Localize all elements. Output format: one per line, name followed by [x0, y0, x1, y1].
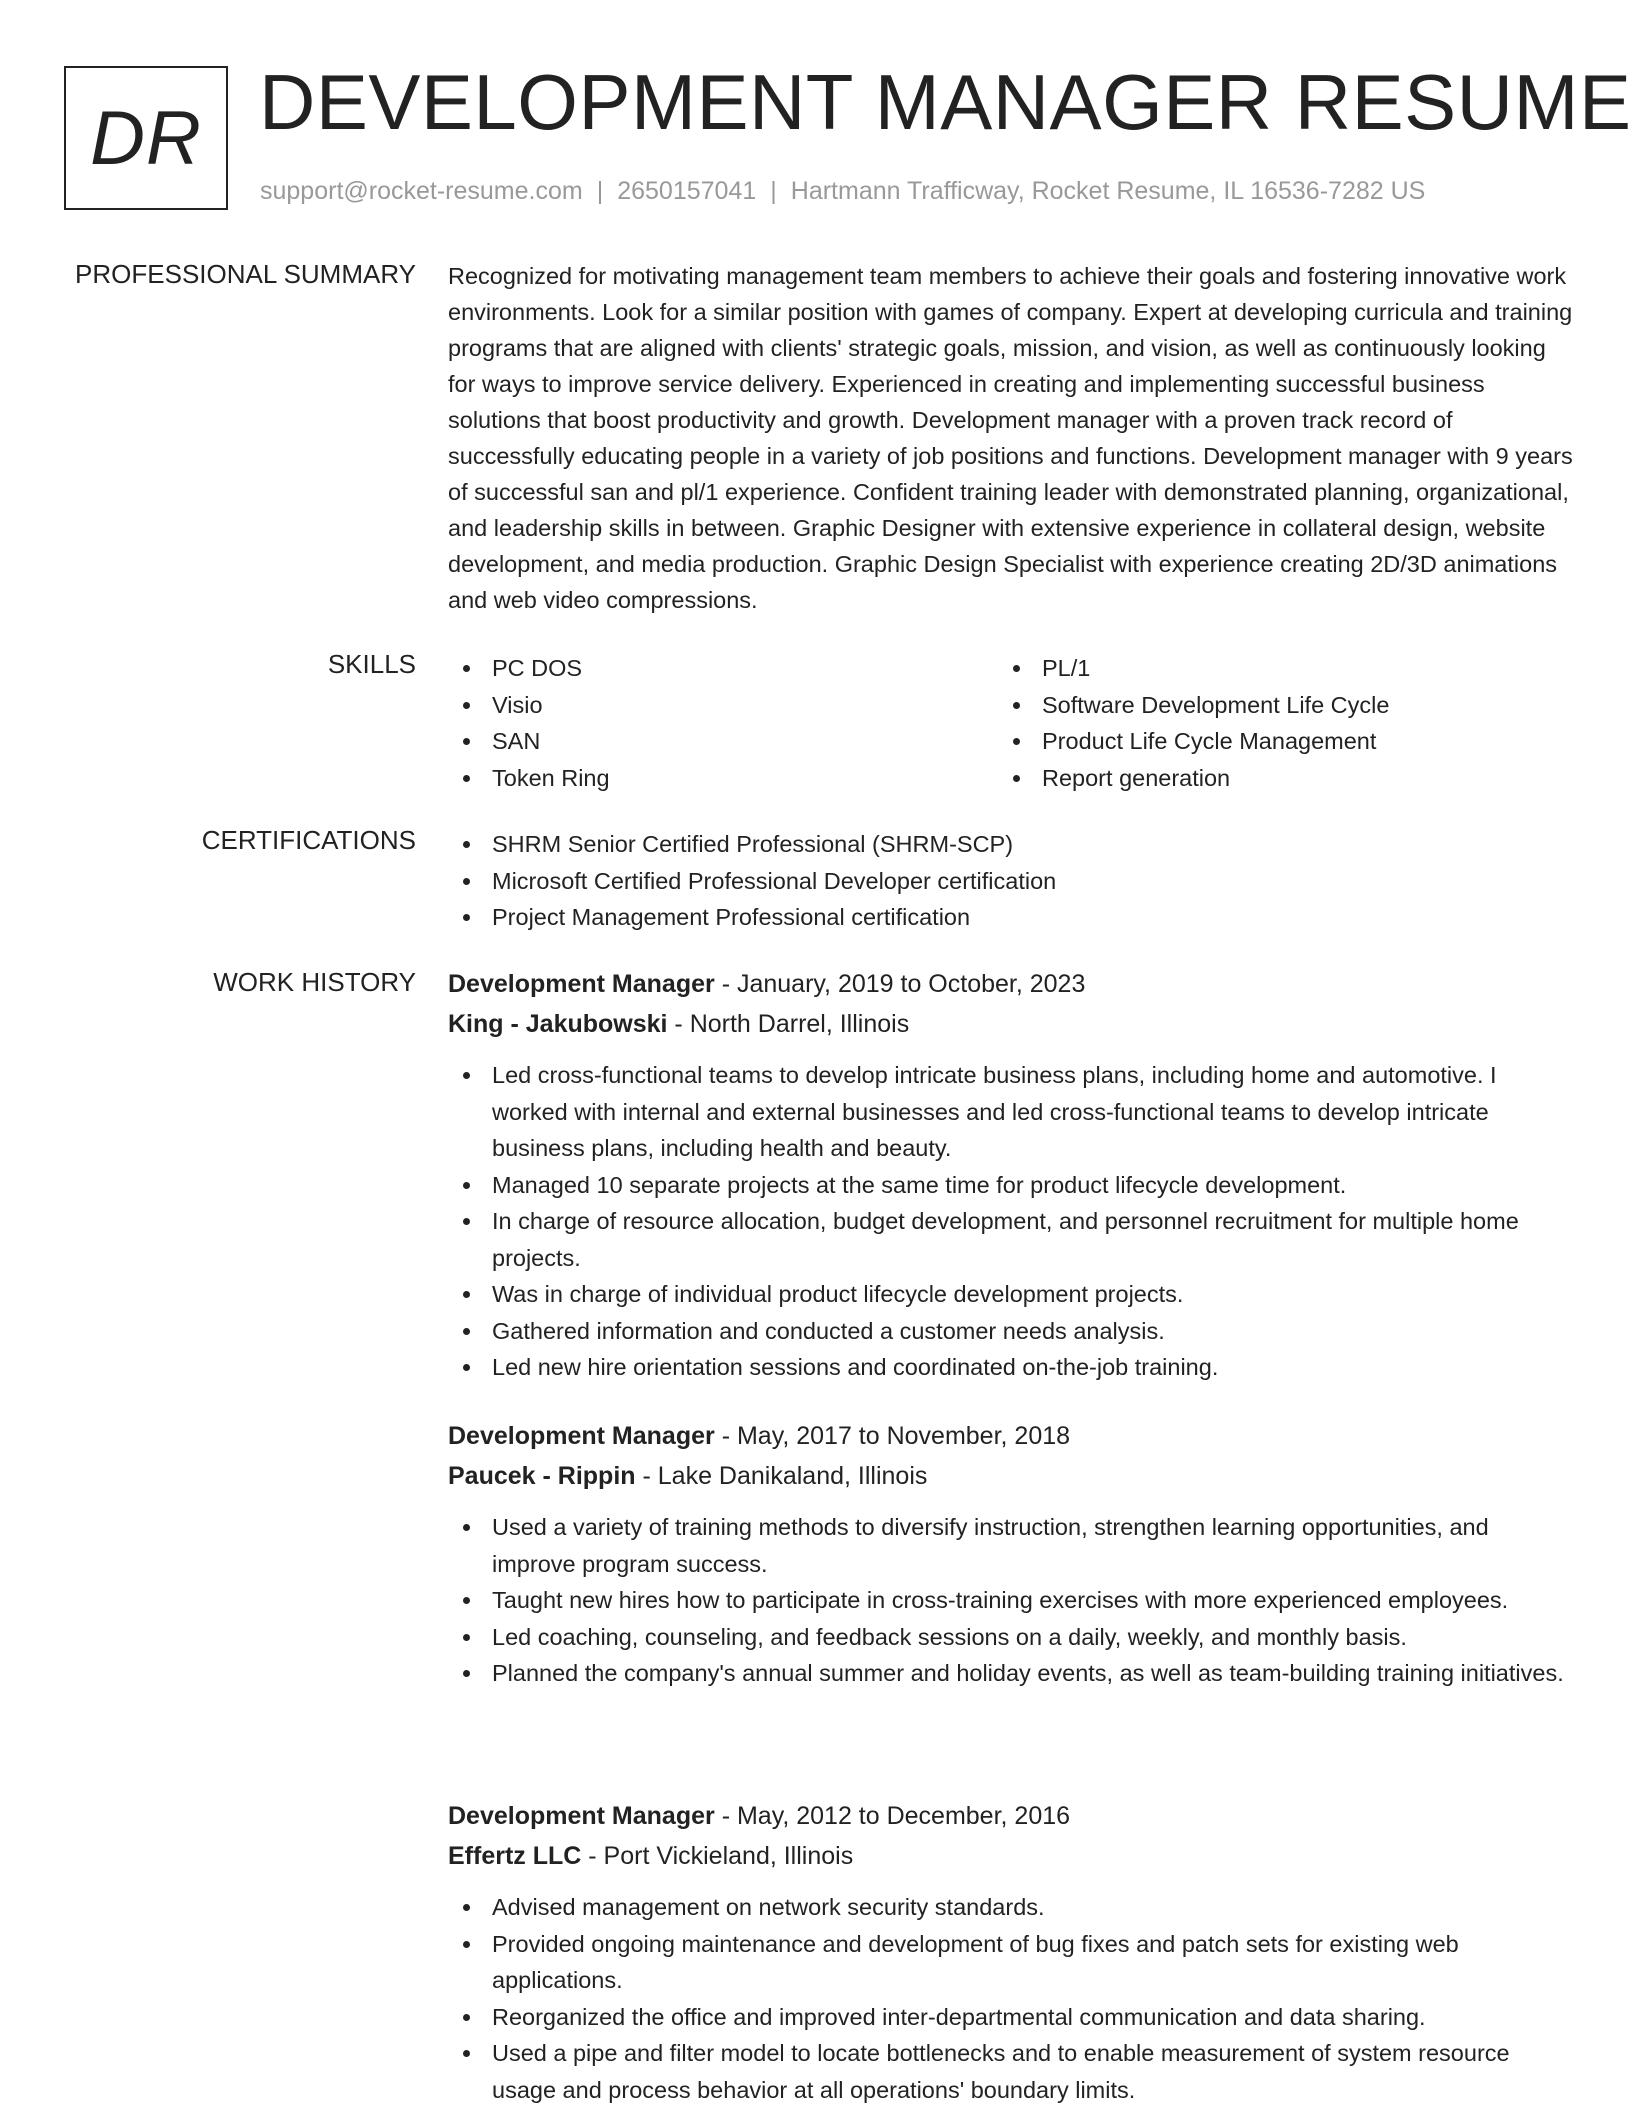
- job-duty: Was in charge of individual product lifecycle development projects.: [448, 1276, 1574, 1313]
- job-entry: [448, 964, 1574, 1386]
- job-title: Development Manager: [448, 970, 715, 998]
- job-company-line: [448, 1456, 1574, 1496]
- skills-column-2: [998, 650, 1548, 796]
- summary-text: Recognized for motivating management team members to achieve their goals and fostering innovative work environments. Look for a similar position with games of company. Expert at developing curricula and training programs that are aligned with clients' strategic goals, mission, and vision, as well as continuously looking for ways to improve service delivery. Experienced in creating and implementing successful business solutions that boost productivity and growth. Development manager with a proven track record of successfully educating people in a variety of job positions and functions. Development manager with 9 years of successful san and pl/1 experience. Confident training leader with demonstrated planning, organizational, and leadership skills in between. Graphic Designer with extensive experience in collateral design, website development, and media production. Graphic Design Specialist with experience creating 2D/3D animations and web video compressions.: [448, 263, 1573, 613]
- job-duty: Used a variety of training methods to diversify instruction, strengthen learning opportunities, and improve program success.: [448, 1509, 1574, 1582]
- contact-separator: |: [770, 177, 777, 205]
- job-title-line: [448, 1796, 1574, 1836]
- job-duty: Managed 10 separate projects at the same time for product lifecycle development.: [448, 1167, 1574, 1204]
- contact-phone: 2650157041: [617, 177, 757, 205]
- skill-item: SAN: [448, 723, 998, 760]
- certification-item: SHRM Senior Certified Professional (SHRM-SCP): [448, 826, 1574, 863]
- summary-heading: PROFESSIONAL SUMMARY: [75, 259, 416, 289]
- job-company-line: [448, 1004, 1574, 1044]
- certification-item: Project Management Professional certification: [448, 899, 1574, 936]
- skill-item: Software Development Life Cycle: [998, 687, 1548, 724]
- job-title: Development Manager: [448, 1802, 715, 1830]
- certifications-list: [448, 826, 1574, 936]
- skill-item: Product Life Cycle Management: [998, 723, 1548, 760]
- job-duty: Taught new hires how to participate in cross-training exercises with more experienced employees.: [448, 1582, 1574, 1619]
- job-dates: - January, 2019 to October, 2023: [714, 970, 1086, 998]
- job-dates: - May, 2017 to November, 2018: [714, 1422, 1071, 1450]
- job-duty: Reorganized the office and improved inter-departmental communication and data sharing.: [448, 1999, 1574, 2036]
- skill-item: PC DOS: [448, 650, 998, 687]
- contact-email: support@rocket-resume.com: [260, 177, 583, 205]
- contact-line: [260, 175, 1425, 208]
- skills-grid: [448, 650, 1574, 796]
- skill-item: Visio: [448, 687, 998, 724]
- skill-item: Report generation: [998, 760, 1548, 797]
- job-duty: Advised management on network security standards.: [448, 1889, 1574, 1926]
- job-location: - North Darrel, Illinois: [667, 1010, 910, 1038]
- skills-heading: SKILLS: [327, 649, 416, 679]
- contact-address: Hartmann Trafficway, Rocket Resume, IL 16536-7282 US: [790, 177, 1426, 205]
- job-duty: Planned the company's annual summer and holiday events, as well as team-building training initiatives.: [448, 1655, 1574, 1692]
- job-title-line: [448, 964, 1574, 1004]
- job-duty: Provided ongoing maintenance and development of bug fixes and patch sets for existing web applications.: [448, 1926, 1574, 1999]
- job-duty: In charge of resource allocation, budget development, and personnel recruitment for multiple home projects.: [448, 1203, 1574, 1276]
- job-duties: [448, 1057, 1574, 1386]
- job-entry: [448, 1416, 1574, 1692]
- monogram-box: [64, 66, 228, 210]
- skill-item: PL/1: [998, 650, 1548, 687]
- job-dates: - May, 2012 to December, 2016: [714, 1802, 1071, 1830]
- job-duties: [448, 1509, 1574, 1692]
- work-history-heading: WORK HISTORY: [213, 967, 416, 997]
- job-company: King - Jakubowski: [448, 1010, 668, 1038]
- contact-separator: |: [596, 177, 604, 205]
- job-duties: [448, 1889, 1574, 2108]
- skill-item: Token Ring: [448, 760, 998, 797]
- job-title-line: [448, 1416, 1574, 1456]
- job-company: Paucek - Rippin: [448, 1462, 636, 1490]
- skills-column-1: [448, 650, 998, 796]
- job-entry: [448, 1796, 1574, 2108]
- certifications-section: [448, 826, 1574, 936]
- resume-title: DEVELOPMENT MANAGER RESUME: [259, 58, 1632, 146]
- certification-item: Microsoft Certified Professional Developer certification: [448, 863, 1574, 900]
- job-duty: Used a pipe and filter model to locate bottlenecks and to enable measurement of system resource usage and process behavior at all operations' boundary limits.: [448, 2035, 1574, 2108]
- certifications-heading: CERTIFICATIONS: [201, 825, 416, 855]
- job-location: - Lake Danikaland, Illinois: [635, 1462, 928, 1490]
- job-duty: Gathered information and conducted a customer needs analysis.: [448, 1313, 1574, 1350]
- job-company: Effertz LLC: [448, 1842, 582, 1870]
- job-duty: Led cross-functional teams to develop intricate business plans, including home and automotive. I worked with internal and external businesses and led cross-functional teams to develop intricate business plans, including health and beauty.: [448, 1057, 1574, 1167]
- skills-section: [448, 650, 1574, 796]
- job-title: Development Manager: [448, 1422, 715, 1450]
- job-duty: Led coaching, counseling, and feedback sessions on a daily, weekly, and monthly basis.: [448, 1619, 1574, 1656]
- job-location: - Port Vickieland, Illinois: [581, 1842, 854, 1870]
- summary-section: [448, 258, 1574, 618]
- job-company-line: [448, 1836, 1574, 1876]
- job-duty: Led new hire orientation sessions and coordinated on-the-job training.: [448, 1349, 1574, 1386]
- monogram-initials: DR: [90, 95, 202, 181]
